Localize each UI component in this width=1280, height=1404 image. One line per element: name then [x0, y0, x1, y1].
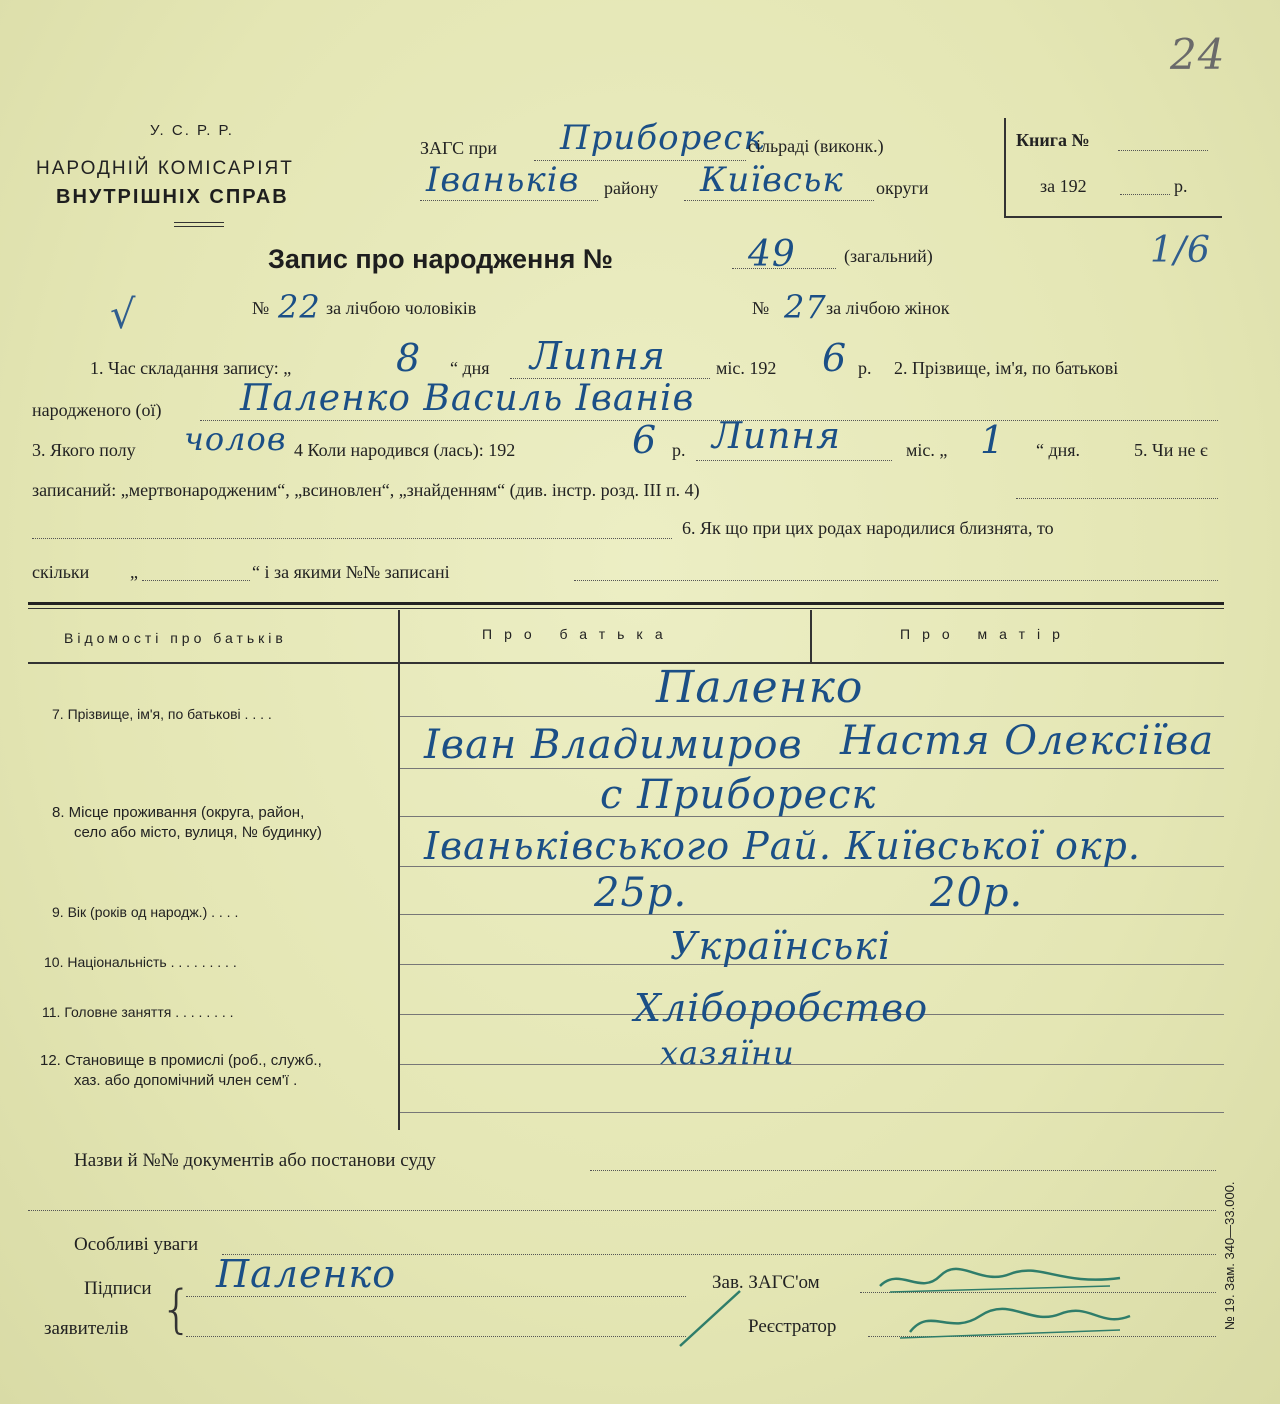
field1-year: 6 — [822, 336, 848, 380]
okrug-value: Київськ — [700, 160, 844, 200]
header-divider-2 — [174, 226, 224, 227]
signature-line-2 — [186, 1336, 686, 1337]
men-label: за лічбою чоловіків — [326, 298, 477, 318]
book-label: Книга № — [1016, 130, 1090, 150]
field1-day-suffix: “ дня — [450, 358, 490, 378]
corner-number: 24 — [1170, 30, 1226, 79]
field5-label: 5. Чи не є — [1134, 440, 1208, 460]
field4-year: 6 — [632, 418, 658, 462]
registrar-label: Реєстратор — [748, 1316, 837, 1337]
field1-label: 1. Час складання запису: „ — [90, 358, 292, 378]
record-title-suffix: (загальний) — [844, 246, 933, 266]
head-signature — [860, 1256, 1160, 1356]
address-value: Іваньківського Рай. Київської окр. — [424, 824, 1141, 868]
born-label: народженого (ої) — [32, 400, 162, 420]
mother-age-value: 20р. — [930, 870, 1024, 916]
ruled-line-1 — [400, 716, 1224, 717]
signatures-label: Підписи — [84, 1278, 152, 1299]
ruled-line-2 — [400, 768, 1224, 769]
row11-label: 11. Головне заняття . . . . . . . . — [42, 1004, 234, 1020]
nationality-value: Українські — [670, 924, 892, 968]
field3-label: 3. Якого полу — [32, 440, 136, 460]
row12-label-b: хаз. або допомічний член сем'ї . — [74, 1072, 298, 1089]
field4-label: 4 Коли народився (лась): 192 — [294, 440, 516, 460]
district-value: Іваньків — [426, 160, 580, 200]
field6-line2c: “ і за якими №№ записані — [252, 562, 450, 582]
book-number-line — [1118, 150, 1208, 151]
mother-name-value: Настя Олексіїва — [840, 718, 1215, 764]
ruled-line-8 — [400, 1064, 1224, 1065]
col-father-header: Про батька — [482, 626, 675, 642]
col-mother-header: Про матір — [900, 626, 1072, 642]
ussr-label: У. С. Р. Р. — [150, 122, 234, 139]
field6-line2b: „ — [130, 562, 138, 582]
women-count-value: 27 — [784, 288, 827, 326]
row8-label-b: село або місто, вулиця, № будинку) — [74, 824, 322, 841]
head-label: Зав. ЗАГС'ом — [712, 1272, 820, 1293]
field4-month: Липня — [712, 416, 841, 457]
field4-month-line — [696, 460, 892, 461]
district-label: району — [604, 178, 659, 198]
surname-value: Паленко — [656, 662, 864, 713]
born-line — [200, 420, 1218, 421]
col-info-header: Відомості про батьків — [64, 630, 287, 646]
table-top-rule-thin — [28, 608, 1224, 609]
registrar-mark — [670, 1286, 750, 1356]
tick-mark: √ — [110, 292, 137, 338]
table-divider-2 — [810, 610, 812, 662]
docs-line-2 — [28, 1210, 1216, 1211]
field5-line2: записаний: „мертвонародженим“, „всиновлен“, „знайденням“ (див. інстр. розд. III п. 4) — [32, 480, 700, 500]
field3-value: чолов — [184, 420, 287, 458]
signature-line-1 — [186, 1296, 686, 1297]
field5-line — [1016, 498, 1218, 499]
commissariat-label: НАРОДНІЙ КОМІСАРІЯТ — [36, 158, 294, 179]
zags-suffix: сільраді (виконк.) — [748, 136, 884, 156]
ruled-line-5 — [400, 914, 1224, 915]
okrug-line — [684, 200, 874, 201]
men-count-value: 22 — [278, 288, 321, 326]
zags-prefix: ЗАГС при — [420, 138, 497, 158]
notes-label: Особливі уваги — [74, 1234, 199, 1255]
docs-label: Назви й №№ документів або постанови суду — [74, 1150, 436, 1171]
row7-label: 7. Прізвище, ім'я, по батькові . . . . — [52, 706, 272, 722]
position-value: хазяїни — [660, 1034, 795, 1072]
field1-day: 8 — [396, 336, 422, 380]
born-name-value: Паленко Василь Іванів — [240, 378, 695, 419]
father-age-value: 25р. — [594, 870, 688, 916]
record-number: 49 — [748, 234, 796, 275]
field4-r: р. — [672, 440, 686, 460]
field6-label: 6. Як що при цих родах народилися близнята, то — [682, 518, 1054, 538]
field6-line2a: скільки — [32, 562, 90, 582]
row9-label: 9. Вік (років од народж.) . . . . — [52, 904, 239, 920]
applicant-signature: Паленко — [216, 1252, 397, 1296]
women-label: за лічбою жінок — [826, 298, 950, 318]
book-year-line — [1120, 194, 1170, 195]
village-value: с Прибореск — [600, 772, 877, 818]
field2-label: 2. Прізвище, ім'я, по батькові — [894, 358, 1119, 378]
record-title: Запис про народження № — [268, 244, 614, 274]
men-prefix: № — [252, 298, 270, 318]
field4-month-suffix: міс. „ — [906, 440, 948, 460]
field1-year-suffix: р. — [858, 358, 872, 378]
women-prefix: № — [752, 298, 770, 318]
internal-affairs-label: ВНУТРІШНІХ СПРАВ — [56, 186, 289, 208]
side-imprint: № 19. Зам. 340—33.000. — [1222, 1181, 1237, 1330]
header-divider — [174, 222, 224, 223]
row12-label-a: 12. Становище в промислі (роб., служб., — [40, 1052, 322, 1069]
docs-line — [590, 1170, 1216, 1171]
district-line — [420, 200, 598, 201]
ruled-line-9 — [400, 1112, 1224, 1113]
row10-label: 10. Національність . . . . . . . . . — [44, 954, 237, 970]
book-r-label: р. — [1174, 176, 1188, 196]
occupation-value: Хліборобство — [634, 986, 929, 1030]
field5-line-b — [32, 538, 672, 539]
field1-month-suffix: міс. 192 — [716, 358, 777, 378]
table-header-rule — [28, 662, 1224, 664]
field4-day: 1 — [980, 418, 1006, 462]
row8-label-a: 8. Місце проживання (округа, район, — [52, 804, 305, 821]
father-name-value: Іван Владимиров — [424, 722, 803, 768]
signature-brace: { — [160, 1280, 194, 1340]
corner-fraction: 1/6 — [1150, 230, 1211, 271]
field6-numbers-line — [574, 580, 1218, 581]
field1-month: Липня — [530, 334, 666, 378]
table-top-rule — [28, 602, 1224, 605]
zags-village-value: Прибореск — [560, 118, 765, 158]
okrug-label: округи — [876, 178, 929, 198]
field4-day-suffix: “ дня. — [1036, 440, 1081, 460]
field6-count-line — [142, 580, 250, 581]
table-divider-1 — [398, 610, 400, 1130]
applicants-label: заявителів — [44, 1318, 129, 1339]
book-year-label: за 192 — [1040, 176, 1087, 196]
